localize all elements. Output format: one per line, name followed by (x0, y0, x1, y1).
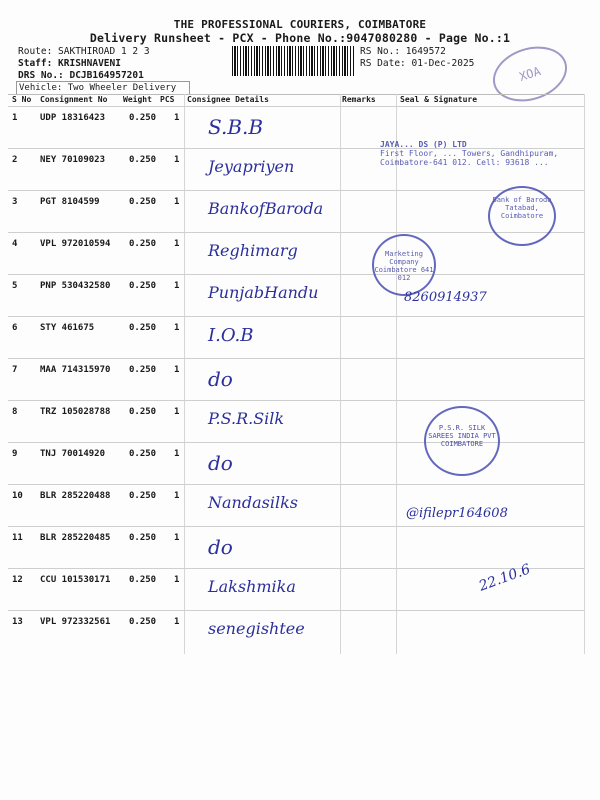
row-pcs: 1 (174, 155, 180, 165)
row-pcs: 1 (174, 197, 180, 207)
row-pcs: 1 (174, 575, 180, 585)
drs-number: DRS No.: DCJB164957201 (18, 70, 144, 81)
col-consignee: Consignee Details (187, 95, 269, 104)
row-weight: 0.250 (129, 491, 157, 501)
consignee-handwriting: Nandasilks (208, 493, 298, 512)
row-weight: 0.250 (129, 365, 157, 375)
row-consignment: PGT 8104599 (40, 197, 100, 207)
row-sno: 8 (12, 407, 18, 417)
consignee-handwriting: PunjabHandu (208, 283, 319, 302)
row-pcs: 1 (174, 533, 180, 543)
row-weight: 0.250 (129, 281, 157, 291)
row-pcs: 1 (174, 281, 180, 291)
rs-date: RS Date: 01-Dec-2025 (360, 58, 475, 69)
row-weight: 0.250 (129, 239, 157, 249)
staff-label: Staff: KRISHNAVENI (18, 58, 121, 69)
row-pcs: 1 (174, 365, 180, 375)
row-consignment: CCU 101530171 (40, 575, 111, 585)
table-row (8, 232, 584, 275)
stamp-address: First Floor, ... Towers, Gandhipuram, Coimbatore-641 012. Cell: 93618 ... (380, 149, 559, 167)
row-weight: 0.250 (129, 617, 157, 627)
corner-stamp: XOA (486, 38, 574, 111)
row10-note: @ifilepr164608 (406, 506, 508, 521)
consignee-handwriting: Jeyapriyen (208, 157, 295, 176)
row-pcs: 1 (174, 617, 180, 627)
row-weight: 0.250 (129, 407, 157, 417)
date-note: 22.10.6 (476, 561, 533, 595)
row-consignment: BLR 285220488 (40, 491, 111, 501)
row-consignment: MAA 714315970 (40, 365, 111, 375)
row-pcs: 1 (174, 407, 180, 417)
route-label: Route: SAKTHIROAD 1 2 3 (18, 46, 150, 57)
consignee-handwriting: Lakshmika (208, 577, 296, 596)
row-pcs: 1 (174, 113, 180, 123)
stamp-company-name: JAYA... DS (P) LTD (380, 140, 467, 149)
consignee-handwriting: senegishtee (208, 619, 305, 638)
row-weight: 0.250 (129, 575, 157, 585)
row-pcs: 1 (174, 323, 180, 333)
consignee-handwriting: P.S.R.Silk (208, 409, 285, 428)
row-weight: 0.250 (129, 449, 157, 459)
barcode (232, 46, 354, 76)
row-sno: 10 (12, 491, 23, 501)
consignee-handwriting: do (208, 451, 233, 475)
consignee-handwriting: Reghimarg (208, 241, 298, 260)
col-remarks: Remarks (342, 95, 376, 104)
row-sno: 5 (12, 281, 18, 291)
rs-number: RS No.: 1649572 (360, 46, 446, 57)
table-row (8, 358, 584, 401)
row-consignment: VPL 972332561 (40, 617, 111, 627)
row-sno: 7 (12, 365, 18, 375)
bank-stamp: Bank of Baroda Tatabad, Coimbatore (488, 186, 556, 246)
row-consignment: BLR 285220485 (40, 533, 111, 543)
row-consignment: UDP 18316423 (40, 113, 106, 123)
row-consignment: STY 461675 (40, 323, 95, 333)
row-sno: 6 (12, 323, 18, 333)
row-pcs: 1 (174, 239, 180, 249)
row-sno: 13 (12, 617, 23, 627)
table-row (8, 274, 584, 317)
phone-note: 8260914937 (404, 290, 487, 305)
table-row (8, 316, 584, 359)
col-seal: Seal & Signature (400, 95, 478, 104)
row-consignment: VPL 972010594 (40, 239, 111, 249)
consignee-handwriting: BankofBaroda (208, 199, 324, 218)
row-consignment: NEY 70109023 (40, 155, 106, 165)
company-stamp (378, 138, 578, 180)
table-row (8, 526, 584, 569)
row-sno: 4 (12, 239, 18, 249)
row-sno: 1 (12, 113, 18, 123)
row-pcs: 1 (174, 491, 180, 501)
silk-stamp: P.S.R. SILK SAREES INDIA PVT COIMBATORE (424, 406, 500, 476)
runsheet-subtitle: Delivery Runsheet - PCX - Phone No.:9047080280 - Page No.:1 (89, 31, 511, 45)
consignee-handwriting: do (208, 367, 233, 391)
consignee-handwriting: S.B.B (208, 115, 264, 139)
col-sno: S No (12, 95, 32, 104)
row-sno: 12 (12, 575, 23, 585)
row-weight: 0.250 (129, 155, 157, 165)
row-pcs: 1 (174, 449, 180, 459)
row-sno: 3 (12, 197, 18, 207)
row-sno: 9 (12, 449, 18, 459)
table-row (8, 610, 584, 653)
column-divider (584, 94, 585, 654)
row-sno: 2 (12, 155, 18, 165)
row-weight: 0.250 (129, 323, 157, 333)
row-consignment: PNP 530432580 (40, 281, 111, 291)
consignee-handwriting: do (208, 535, 233, 559)
col-weight: Weight (123, 95, 152, 104)
vehicle-box (16, 81, 190, 95)
company-title: THE PROFESSIONAL COURIERS, COIMBATORE (173, 18, 427, 31)
row-weight: 0.250 (129, 533, 157, 543)
marketing-stamp: Marketing Company Coimbatore 641 012 (372, 234, 436, 296)
row-sno: 11 (12, 533, 23, 543)
row-consignment: TRZ 105028788 (40, 407, 111, 417)
row-weight: 0.250 (129, 197, 157, 207)
row-consignment: TNJ 70014920 (40, 449, 106, 459)
consignee-handwriting: I.O.B (208, 325, 254, 346)
col-consignment: Consignment No (40, 95, 108, 104)
col-pcs: PCS (160, 95, 175, 104)
vehicle-label: Vehicle: Two Wheeler Delivery (19, 83, 177, 93)
row-weight: 0.250 (129, 113, 157, 123)
